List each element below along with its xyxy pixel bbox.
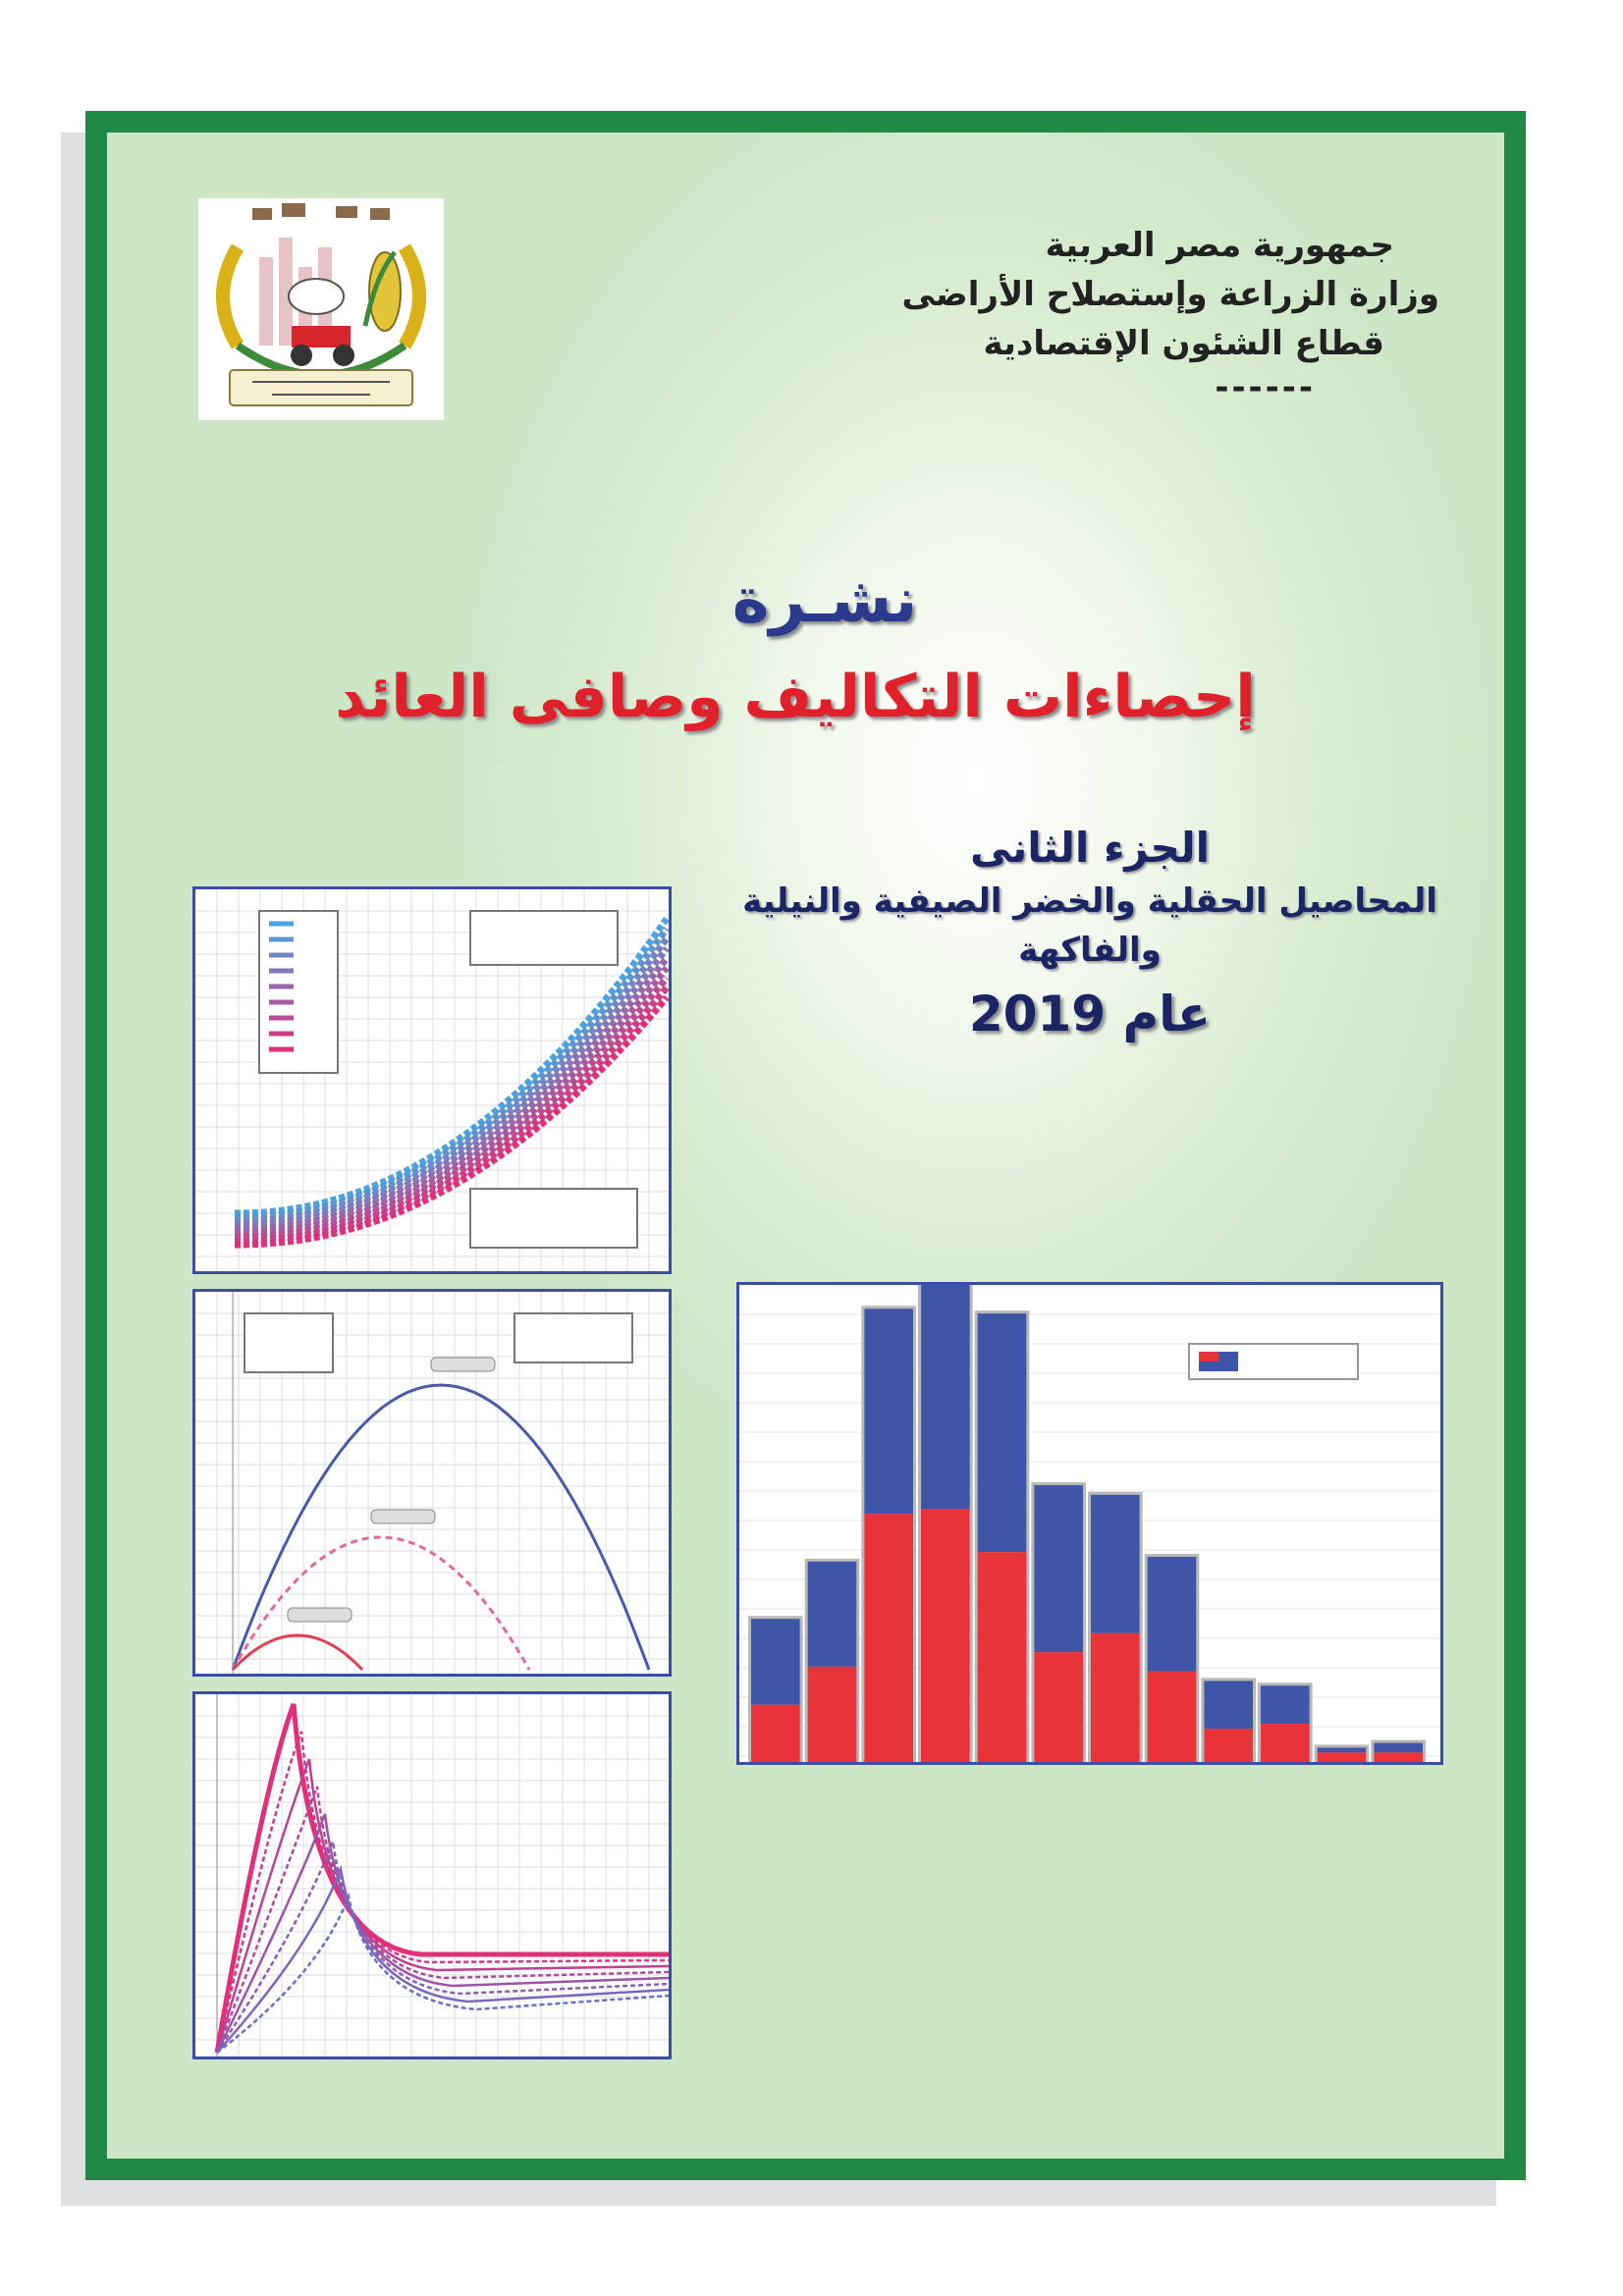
bulletin-title: نشـرة	[731, 564, 918, 637]
series-line	[233, 1385, 649, 1670]
chart-stacked-bars-svg	[739, 1285, 1440, 1762]
bar-segment-blue	[1204, 1681, 1253, 1729]
bar-segment-red	[978, 1552, 1027, 1762]
bar-segment-red	[921, 1509, 970, 1762]
chart-peak-decay	[192, 1691, 672, 2059]
series-line	[233, 1635, 362, 1670]
bar-segment-blue	[1374, 1743, 1423, 1753]
crops-line-1: المحاصيل الحقلية والخضر الصيفية والنيلية	[742, 881, 1437, 921]
series-line	[217, 1732, 669, 2053]
wreath-right	[405, 247, 419, 346]
header-separator: ------	[1215, 368, 1316, 407]
logo-figure	[282, 203, 305, 217]
logo-figure	[252, 208, 272, 220]
annotation-box	[470, 911, 618, 965]
bar-segment-red	[1091, 1633, 1140, 1762]
bar-segment-blue	[751, 1619, 800, 1704]
logo-figure	[370, 208, 390, 220]
bar-segment-blue	[921, 1285, 970, 1509]
bar-segment-blue	[1318, 1747, 1367, 1752]
bulletin-year: عام 2019	[968, 986, 1212, 1042]
ministry-logo	[198, 198, 444, 420]
bar-segment-red	[1148, 1672, 1197, 1762]
bar-segment-blue	[1148, 1557, 1197, 1672]
logo-cotton	[289, 279, 344, 314]
series-line	[217, 1704, 669, 2053]
legend-box	[514, 1313, 632, 1362]
series-line	[233, 1537, 529, 1670]
data-label	[288, 1608, 352, 1622]
annotation-box	[470, 1189, 637, 1248]
ministry-name: وزارة الزراعة وإستصلاح الأراضى	[901, 275, 1439, 314]
chart-arcs-svg	[195, 1292, 669, 1674]
bar-segment-blue	[1034, 1485, 1083, 1652]
bar-segment-red	[808, 1667, 857, 1762]
series-line	[217, 1759, 669, 2053]
bar-segment-blue	[808, 1562, 857, 1667]
wreath-left	[223, 247, 238, 346]
bar-segment-blue	[978, 1313, 1027, 1552]
data-label	[431, 1358, 495, 1371]
bar-segment-blue	[1091, 1495, 1140, 1633]
chart-peak-decay-svg	[195, 1694, 669, 2056]
logo-ribbon	[230, 370, 412, 405]
bar-segment-red	[751, 1705, 800, 1762]
bar-segment-red	[1318, 1752, 1367, 1762]
sector-name: قطاع الشئون الإقتصادية	[983, 324, 1384, 363]
bar-segment-red	[864, 1514, 913, 1762]
bulletin-subtitle: إحصاءات التكاليف وصافى العائد	[335, 663, 1256, 731]
bar-segment-red	[1374, 1752, 1423, 1762]
legend-swatch	[1199, 1352, 1218, 1362]
logo-bar-1	[259, 257, 273, 346]
logo-tractor	[292, 326, 351, 347]
part-title: الجزء الثانى	[969, 824, 1210, 872]
country-name: جمهورية مصر العربية	[1045, 226, 1394, 265]
bar-segment-red	[1034, 1652, 1083, 1762]
part-info	[727, 820, 1453, 1053]
annotation-box	[244, 1313, 333, 1372]
bar-segment-blue	[864, 1308, 913, 1514]
data-label	[371, 1510, 435, 1523]
ministry-logo-emblem	[198, 198, 444, 420]
ministry-header	[864, 221, 1453, 407]
chart-rising-curves	[192, 886, 672, 1274]
bar-segment-red	[1204, 1729, 1253, 1762]
crops-line-2: والفاكهة	[1018, 931, 1162, 970]
chart-arcs	[192, 1289, 672, 1677]
logo-tractor-wheel-1	[291, 345, 312, 366]
bar-segment-blue	[1261, 1685, 1310, 1724]
chart-stacked-bars	[736, 1282, 1443, 1765]
series-line	[217, 1814, 669, 2053]
logo-figure	[336, 206, 357, 218]
chart-rising-curves-svg	[195, 889, 669, 1271]
logo-tractor-wheel-2	[333, 345, 354, 366]
bar-segment-red	[1261, 1724, 1310, 1762]
